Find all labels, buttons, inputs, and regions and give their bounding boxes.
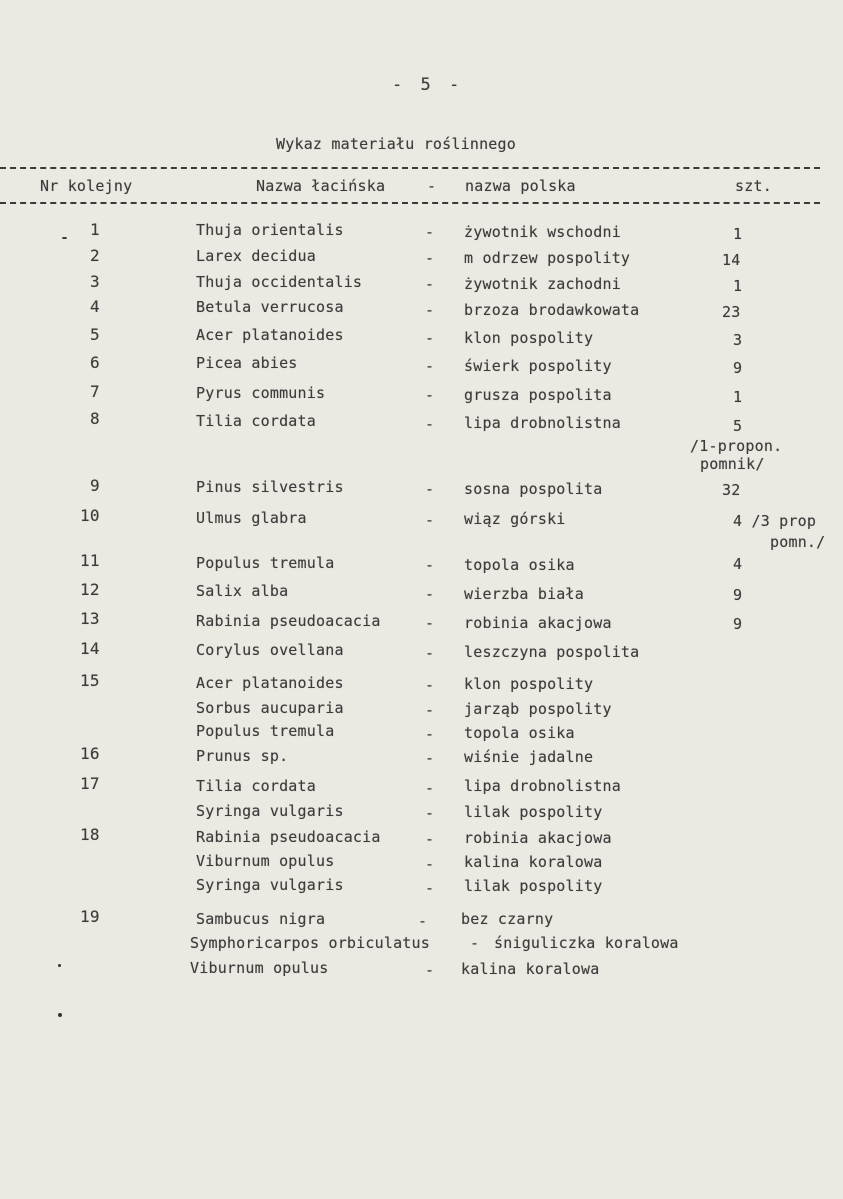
- row-number: 15: [80, 671, 100, 690]
- polish-name: topola osika: [464, 724, 575, 742]
- row-number: 9: [90, 476, 100, 495]
- row-number: 4: [90, 297, 100, 316]
- header-col-qty: szt.: [735, 177, 772, 195]
- scan-speck: [62, 237, 67, 239]
- polish-name: jarząb pospolity: [464, 700, 612, 718]
- polish-name: grusza pospolita: [464, 386, 612, 404]
- polish-name: topola osika: [464, 556, 575, 574]
- quantity: 9: [733, 615, 743, 633]
- polish-name: wiśnie jadalne: [464, 748, 594, 766]
- row-number: 1: [90, 220, 100, 239]
- polish-name: m odrzew pospolity: [464, 249, 631, 267]
- polish-name: śniguliczka koralowa: [494, 934, 679, 952]
- quantity: 3: [733, 331, 743, 349]
- quantity-note: pomn./: [770, 533, 826, 551]
- polish-name: brzoza brodawkowata: [464, 301, 640, 319]
- separator-dash: -: [425, 644, 435, 662]
- quantity: 23: [722, 303, 741, 321]
- row-number: 3: [90, 272, 100, 291]
- latin-name: Viburnum opulus: [196, 852, 335, 870]
- quantity: 1: [733, 277, 743, 295]
- row-number: 2: [90, 246, 100, 265]
- scan-speck: [58, 964, 61, 967]
- header-col-polish: nazwa polska: [465, 177, 576, 195]
- separator-dash: -: [425, 879, 435, 897]
- quantity: 4: [733, 555, 743, 573]
- row-number: 5: [90, 325, 100, 344]
- polish-name: wiąz górski: [464, 510, 566, 528]
- row-number: 7: [90, 382, 100, 401]
- separator-dash: -: [425, 511, 435, 529]
- polish-name: bez czarny: [461, 910, 554, 928]
- separator-dash: -: [425, 415, 435, 433]
- latin-name: Sorbus aucuparia: [196, 699, 344, 717]
- quantity-note: pomnik/: [700, 455, 765, 473]
- row-number: 11: [80, 551, 100, 570]
- latin-name: Syringa vulgaris: [196, 876, 344, 894]
- latin-name: Populus tremula: [196, 722, 335, 740]
- separator-dash: -: [425, 480, 435, 498]
- separator-dash: -: [425, 779, 435, 797]
- quantity: 4 /3 prop: [733, 512, 817, 530]
- separator-dash: -: [425, 585, 435, 603]
- polish-name: leszczyna pospolita: [464, 643, 640, 661]
- separator-dash: -: [425, 386, 435, 404]
- latin-name: Tilia cordata: [196, 412, 316, 430]
- row-number: 19: [80, 907, 100, 926]
- page-number: - 5 -: [392, 75, 464, 95]
- row-number: 10: [80, 506, 100, 525]
- separator-dash: -: [425, 556, 435, 574]
- header-col-no: Nr kolejny: [40, 177, 133, 195]
- polish-name: lipa drobnolistna: [464, 777, 621, 795]
- separator-dash: -: [425, 961, 435, 979]
- latin-name: Corylus ovellana: [196, 641, 344, 659]
- polish-name: lilak pospolity: [464, 877, 603, 895]
- latin-name: Tilia cordata: [196, 777, 316, 795]
- polish-name: żywotnik wschodni: [464, 223, 621, 241]
- latin-name: Viburnum opulus: [190, 959, 329, 977]
- separator-dash: -: [425, 275, 435, 293]
- latin-name: Pinus silvestris: [196, 478, 344, 496]
- row-number: 18: [80, 825, 100, 844]
- separator-dash: -: [418, 912, 428, 930]
- polish-name: robinia akacjowa: [464, 829, 612, 847]
- polish-name: wierzba biała: [464, 585, 584, 603]
- separator-dash: -: [425, 614, 435, 632]
- latin-name: Acer platanoides: [196, 326, 344, 344]
- polish-name: lipa drobnolistna: [464, 414, 621, 432]
- header-top-rule: [0, 167, 820, 169]
- separator-dash: -: [425, 676, 435, 694]
- separator-dash: -: [425, 725, 435, 743]
- scan-speck: [58, 1013, 62, 1017]
- latin-name: Rabinia pseudoacacia: [196, 612, 381, 630]
- latin-name: Thuja occidentalis: [196, 273, 363, 291]
- latin-name: Syringa vulgaris: [196, 802, 344, 820]
- document-title: Wykaz materiału roślinnego: [276, 135, 516, 153]
- latin-name: Ulmus glabra: [196, 509, 307, 527]
- row-number: 14: [80, 639, 100, 658]
- separator-dash: -: [425, 249, 435, 267]
- separator-dash: -: [425, 749, 435, 767]
- separator-dash: -: [425, 301, 435, 319]
- quantity: 32: [722, 481, 741, 499]
- latin-name: Picea abies: [196, 354, 298, 372]
- row-number: 12: [80, 580, 100, 599]
- latin-name: Acer platanoides: [196, 674, 344, 692]
- polish-name: żywotnik zachodni: [464, 275, 621, 293]
- latin-name: Sambucus nigra: [196, 910, 326, 928]
- latin-name: Rabinia pseudoacacia: [196, 828, 381, 846]
- row-number: 13: [80, 609, 100, 628]
- separator-dash: -: [425, 357, 435, 375]
- separator-dash: -: [425, 830, 435, 848]
- latin-name: Prunus sp.: [196, 747, 289, 765]
- header-col-latin: Nazwa łacińska: [256, 177, 386, 195]
- quantity: 9: [733, 586, 743, 604]
- latin-name: Thuja orientalis: [196, 221, 344, 239]
- latin-name: Larex decidua: [196, 247, 316, 265]
- polish-name: lilak pospolity: [464, 803, 603, 821]
- polish-name: klon pospolity: [464, 329, 594, 347]
- separator-dash: -: [425, 855, 435, 873]
- separator-dash: -: [425, 701, 435, 719]
- row-number: 6: [90, 353, 100, 372]
- polish-name: sosna pospolita: [464, 480, 603, 498]
- latin-name: Betula verrucosa: [196, 298, 344, 316]
- polish-name: kalina koralowa: [461, 960, 600, 978]
- quantity: 5: [733, 417, 743, 435]
- separator-dash: -: [425, 223, 435, 241]
- row-number: 8: [90, 409, 100, 428]
- separator-dash: -: [470, 934, 480, 952]
- row-number: 16: [80, 744, 100, 763]
- header-bottom-rule: [0, 202, 820, 204]
- latin-name: Symphoricarpos orbiculatus: [190, 934, 430, 952]
- quantity: 1: [733, 225, 743, 243]
- latin-name: Populus tremula: [196, 554, 335, 572]
- polish-name: robinia akacjowa: [464, 614, 612, 632]
- quantity: 1: [733, 388, 743, 406]
- row-number: 17: [80, 774, 100, 793]
- polish-name: świerk pospolity: [464, 357, 612, 375]
- quantity-note: /1-propon.: [690, 437, 783, 455]
- polish-name: klon pospolity: [464, 675, 594, 693]
- separator-dash: -: [425, 329, 435, 347]
- latin-name: Pyrus communis: [196, 384, 326, 402]
- latin-name: Salix alba: [196, 582, 289, 600]
- quantity: 14: [722, 251, 741, 269]
- polish-name: kalina koralowa: [464, 853, 603, 871]
- header-col-sep: -: [427, 177, 437, 195]
- quantity: 9: [733, 359, 743, 377]
- separator-dash: -: [425, 804, 435, 822]
